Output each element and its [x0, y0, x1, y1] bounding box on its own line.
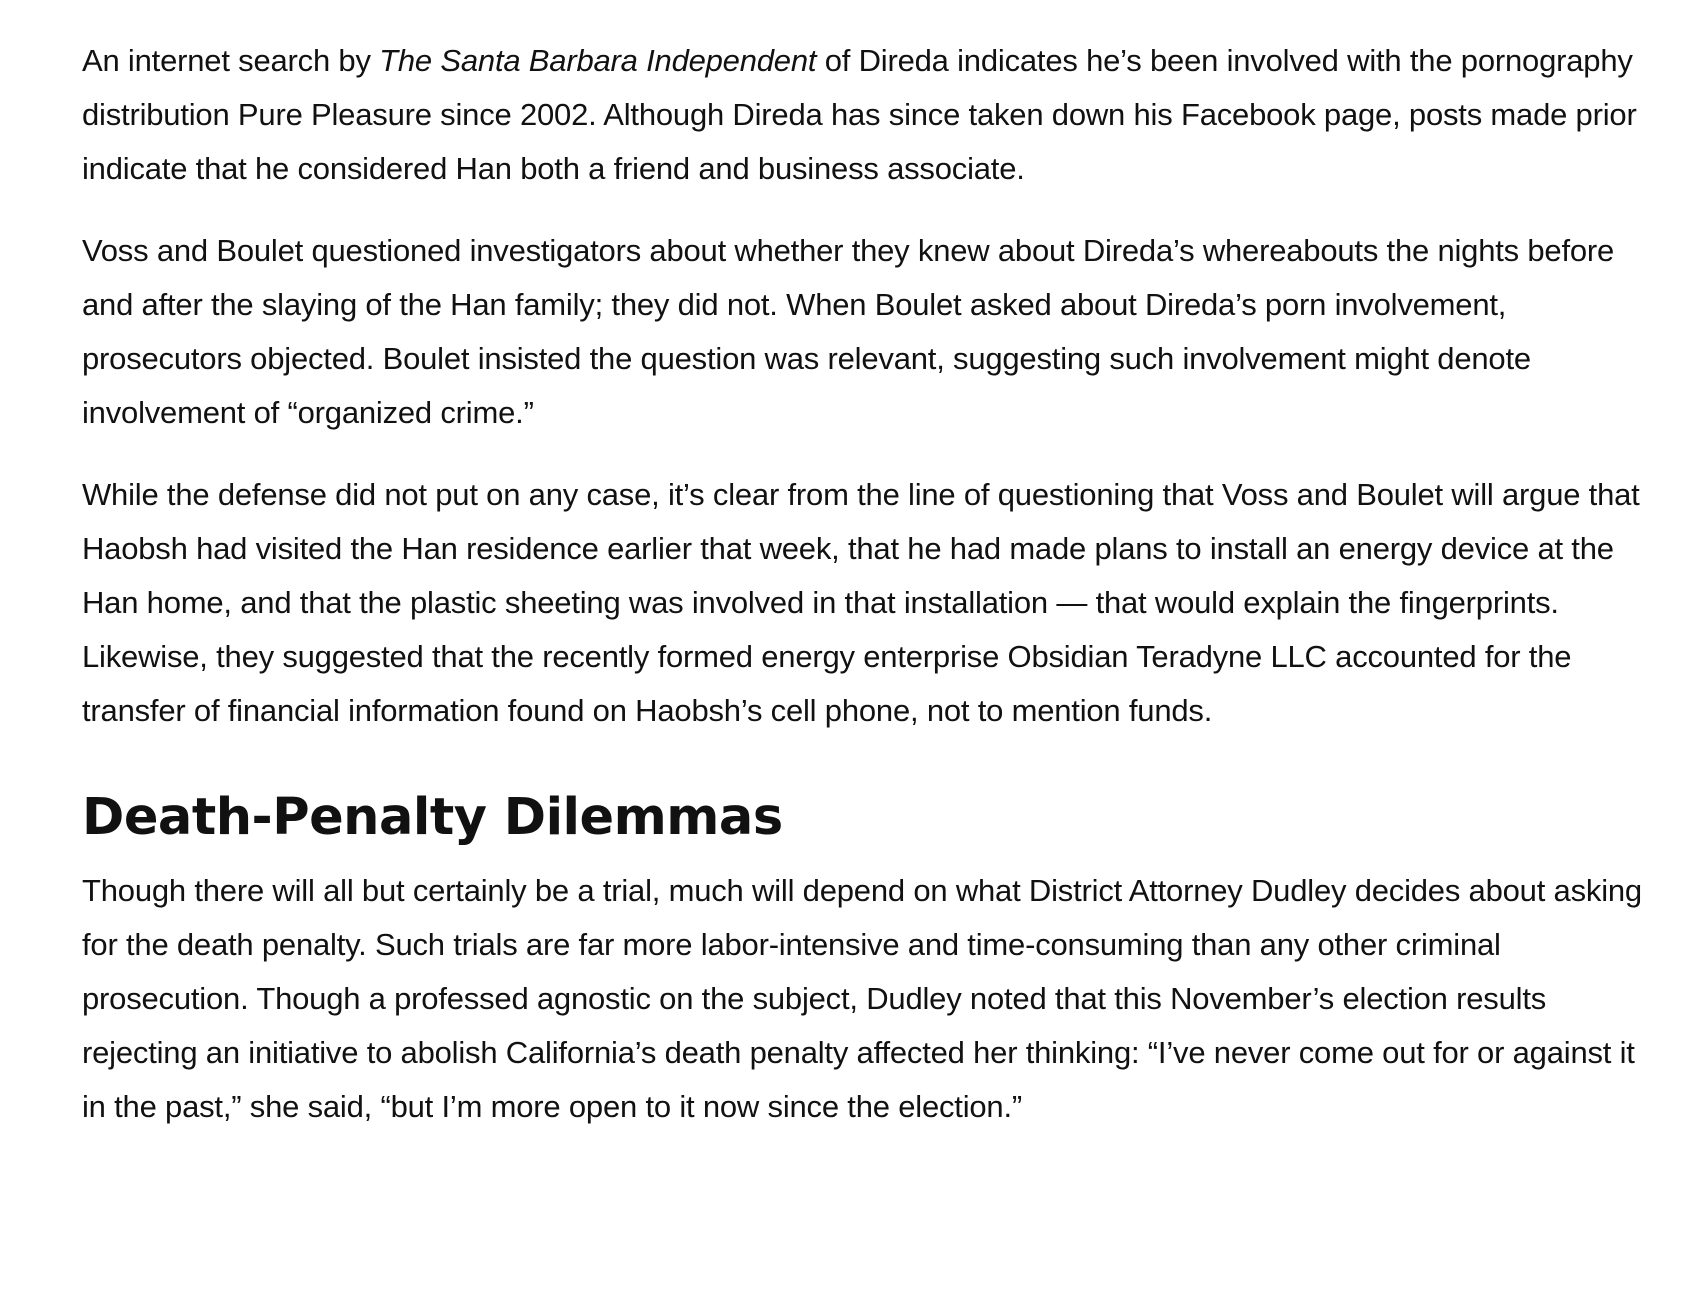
- paragraph-text: An internet search by: [82, 43, 380, 78]
- paragraph-defense-argument: While the defense did not put on any case, it’s clear from the line of questioning that Voss and Boulet will argue that Haobsh had visited the Han residence earlier that week, that he had made plans to install an energy device at the Han home, and that the plastic sheeting was involved in that installation — that would explain the fingerprints. Likewise, they suggested that the recently formed energy enterprise Obsidian Teradyne LLC accounted for the transfer of financial information found on Haobsh’s cell phone, not to mention funds.: [82, 477, 1640, 728]
- paragraph-text: of Direda indicates he’s been involved with the pornography distribution Pure Pleasure since 2002. Although Direda has since taken down his Facebook page, posts made prior indicate that he considered Han both a friend and business associate.: [82, 43, 1637, 186]
- article-body: [82, 34, 1642, 1162]
- section-heading: Death-Penalty Dilemmas: [82, 788, 783, 847]
- paragraph-death-penalty: Though there will all but certainly be a trial, much will depend on what District Attorney Dudley decides about asking for the death penalty. Such trials are far more labor-intensive and time-consuming than any other criminal prosecution. Though a professed agnostic on the subject, Dudley noted that this November’s election results rejecting an initiative to abolish California’s death penalty affected her thinking: “I’ve never come out for or against it in the past,” she said, “but I’m more open to it now since the election.”: [82, 873, 1642, 1124]
- paragraph-direda-search: [82, 34, 1642, 196]
- paragraph-investigators-questioned: Voss and Boulet questioned investigators about whether they knew about Direda’s whereabouts the nights before and after the slaying of the Han family; they did not. When Boulet asked about Direda’s porn involvement, prosecutors objected. Boulet insisted the question was relevant, suggesting such involvement might denote involvement of “organized crime.”: [82, 233, 1615, 430]
- publication-name: The Santa Barbara Independent: [379, 43, 817, 78]
